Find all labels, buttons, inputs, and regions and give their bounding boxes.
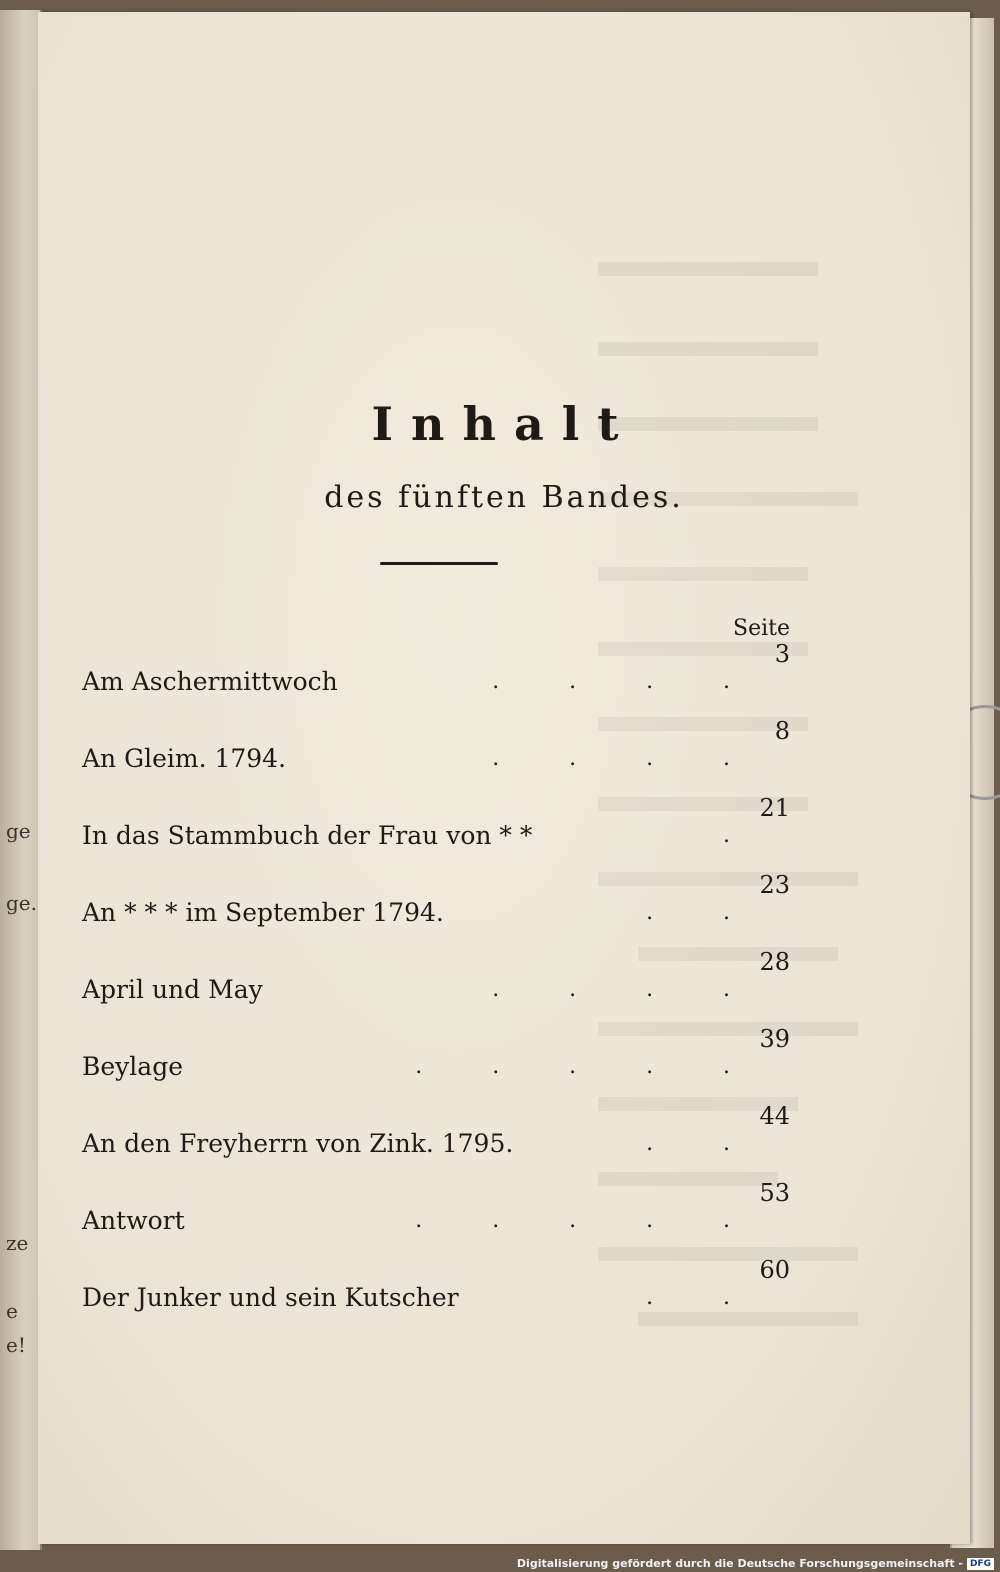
toc-entry-page: 39 [759, 1025, 790, 1053]
toc-entry-title: An * * * im September 1794. [82, 898, 444, 927]
toc-entry-page: 8 [774, 717, 790, 745]
toc-entry-page: 53 [759, 1179, 790, 1207]
dfg-logo: DFG [967, 1558, 994, 1570]
page-column-header: Seite [733, 616, 790, 641]
edge-fragment: e [6, 1299, 18, 1323]
edge-fragment: ge. [6, 891, 37, 915]
toc-entry-page: 44 [759, 1102, 790, 1130]
toc-entry-title: An den Freyherrn von Zink. 1795. [82, 1129, 514, 1158]
toc-entry-title: An Gleim. 1794. [82, 744, 287, 773]
toc-entry [82, 1102, 790, 1162]
toc-entry [82, 1025, 790, 1085]
toc-entry [82, 871, 790, 931]
toc-entry-page: 28 [759, 948, 790, 976]
previous-page-edge [0, 10, 42, 1550]
dot-leader: . . . . . [415, 1054, 730, 1079]
edge-fragment: e! [6, 1333, 26, 1357]
dot-leader: . . [646, 900, 730, 925]
dot-leader: . . . . [492, 977, 730, 1002]
dot-leader: . . [646, 1285, 730, 1310]
book-page [38, 12, 970, 1544]
credit-text: Digitalisierung gefördert durch die Deutsche Forschungsgemeinschaft - [516, 1557, 963, 1570]
toc-entry [82, 717, 790, 777]
toc-entry-title: Der Junker und sein Kutscher [82, 1283, 459, 1312]
edge-fragment: ze [6, 1231, 29, 1255]
toc-entry-title: April und May [82, 975, 263, 1004]
dot-leader: . . . . [492, 746, 730, 771]
dot-leader: . . . . [492, 669, 730, 694]
dot-leader: . [723, 823, 730, 848]
toc-entry [82, 640, 790, 700]
toc-entry-title: Antwort [82, 1206, 185, 1235]
toc-entry-title: Am Aschermittwoch [82, 667, 338, 696]
dot-leader: . . . . . [415, 1208, 730, 1233]
title-divider [380, 562, 498, 565]
page-subtitle: des fünften Bandes. [324, 480, 684, 515]
toc-entry-page: 21 [759, 794, 790, 822]
toc-entry-title: Beylage [82, 1052, 183, 1081]
toc-entry [82, 948, 790, 1008]
dot-leader: . . [646, 1131, 730, 1156]
toc-entry-page: 3 [774, 640, 790, 668]
toc-entry [82, 1256, 790, 1316]
toc-entry-title: In das Stammbuch der Frau von * * [82, 821, 533, 850]
edge-fragment: ge [6, 819, 31, 843]
digitization-credit [517, 1557, 994, 1570]
toc-entry [82, 794, 790, 854]
toc-entry-page: 23 [759, 871, 790, 899]
toc-entry-page: 60 [759, 1256, 790, 1284]
page-title: Inhalt [371, 397, 637, 451]
toc-entry [82, 1179, 790, 1239]
